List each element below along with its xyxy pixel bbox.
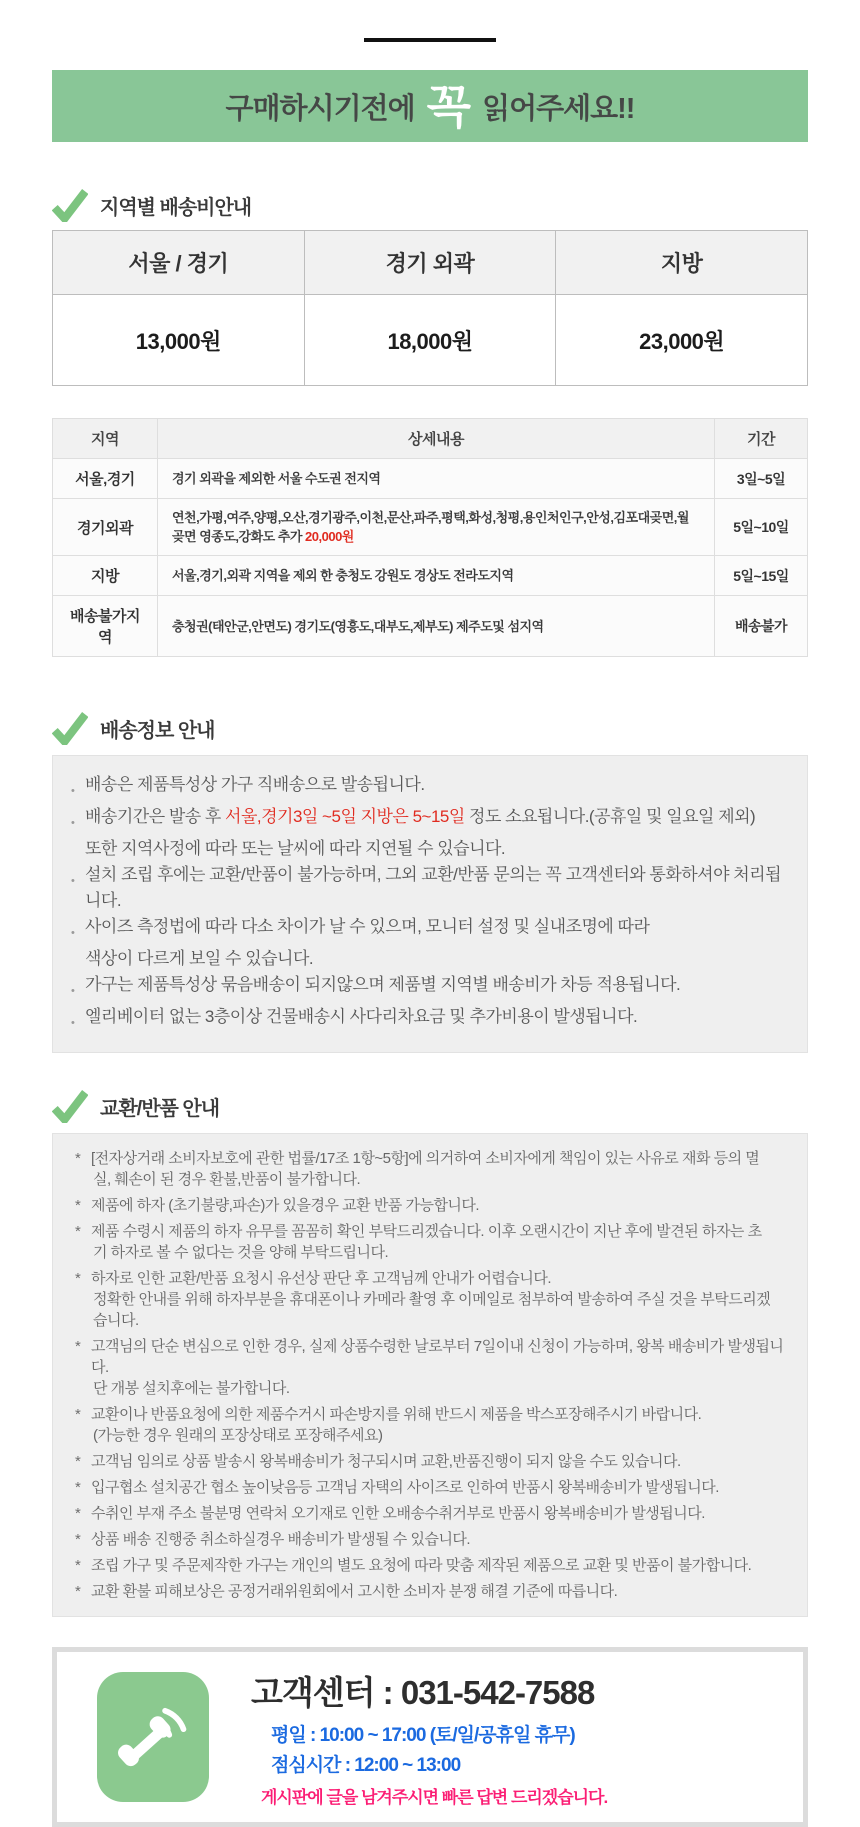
page-container — [52, 70, 808, 1827]
fee-table-value-row — [53, 295, 808, 386]
region-name-cell: 지방 — [53, 556, 158, 596]
note-line — [71, 1004, 789, 1036]
detail-text: 연천,가평,여주,양평,오산,경기광주,이천,문산,파주,평택,화성,청평,용인처인구,안성,김포대곶면,월곶면 영종도,강화도 추가 — [172, 510, 689, 544]
note-line — [75, 1581, 785, 1602]
note-text-segment: 설치 조립 후에는 교환/반품이 불가능하며, 그외 교환/반품 문의는 꼭 고객센터와 통화하셔야 처리됩니다. — [85, 865, 782, 910]
section-heading-shipping-fee — [52, 188, 808, 222]
region-detail-cell — [158, 556, 715, 596]
note-line — [75, 1451, 785, 1472]
note-text-segment: 배송은 제품특성상 가구 직배송으로 발송됩니다. — [85, 775, 425, 794]
fee-table-header-cell: 지방 — [556, 231, 808, 295]
note-text: 교환 환불 피해보상은 공정거래위원회에서 고시한 소비자 분쟁 해결 기준에 따릅니다. — [91, 1583, 618, 1600]
region-detail-cell — [158, 459, 715, 499]
note-text-segment: 배송기간은 발송 후 — [85, 807, 226, 826]
fee-table-value-cell: 13,000원 — [53, 295, 305, 386]
note-text: [전자상거래 소비자보호에 관한 법률/17조 1항~5항]에 의거하여 소비자에게 책임이 있는 사유로 재화 등의 멸 — [91, 1150, 760, 1167]
asterisk-icon: * — [75, 1531, 81, 1548]
region-table-row — [53, 499, 808, 556]
shipping-fee-table — [52, 230, 808, 386]
asterisk-icon: * — [75, 1406, 81, 1423]
note-text-segment: 가구는 제품특성상 묶음배송이 되지않으며 제품별 지역별 배송비가 차등 적용됩니다. — [85, 975, 681, 994]
section-heading-exchange — [52, 1089, 808, 1123]
note-line-continued — [71, 946, 789, 972]
fee-table-value-cell: 23,000원 — [556, 295, 808, 386]
note-text: 제품 수령시 제품의 하자 유무를 꼼꼼히 확인 부탁드리겠습니다. 이후 오랜시간이 지난 후에 발견된 하자는 초 — [91, 1223, 762, 1240]
asterisk-icon: * — [75, 1557, 81, 1574]
asterisk-icon: * — [75, 1223, 81, 1240]
lunch-hours: 점심시간 : 12:00 ~ 13:00 — [271, 1754, 461, 1776]
exchange-return-box — [52, 1133, 808, 1617]
region-table-header-row — [53, 419, 808, 459]
business-hours: 평일 : 10:00 ~ 17:00 (토/일/공휴일 휴무) — [271, 1724, 575, 1746]
note-line — [75, 1477, 785, 1498]
asterisk-icon: * — [75, 1583, 81, 1600]
note-line-continued — [75, 1378, 785, 1399]
region-name-cell: 배송불가지역 — [53, 596, 158, 657]
bullet-dot-icon: • — [71, 927, 75, 939]
note-text — [85, 972, 680, 1004]
region-name-cell: 서울,경기 — [53, 459, 158, 499]
note-line-continued — [75, 1242, 785, 1263]
note-line — [71, 914, 789, 946]
region-period-cell: 3일~5일 — [715, 459, 808, 499]
region-table-row — [53, 459, 808, 499]
banner-emphasis: 꼭 — [426, 81, 471, 133]
note-line — [71, 972, 789, 1004]
note-text-segment: 색상이 다르게 보일 수 있습니다. — [85, 949, 314, 968]
note-line — [75, 1404, 785, 1425]
note-text: 교환이나 반품요청에 의한 제품수거시 파손방지를 위해 반드시 제품을 박스포장해주시기 바랍니다. — [91, 1406, 702, 1423]
note-text — [85, 1004, 637, 1036]
bullet-dot-icon: • — [71, 1017, 75, 1029]
note-line — [75, 1221, 785, 1242]
note-text: 조립 가구 및 주문제작한 가구는 개인의 별도 요청에 따라 맞춤 제작된 제품으로 교환 및 반품이 불가합니다. — [91, 1557, 752, 1574]
bullet-dot-icon: • — [71, 875, 75, 887]
region-table-header-cell: 상세내용 — [158, 419, 715, 459]
top-divider-line — [364, 38, 496, 42]
bullet-dot-icon: • — [71, 785, 75, 797]
asterisk-icon: * — [75, 1505, 81, 1522]
note-line — [75, 1195, 785, 1216]
detail-text: 서울,경기,외곽 지역을 제외 한 충청도 강원도 경상도 전라도지역 — [172, 568, 514, 583]
note-text — [85, 772, 425, 804]
note-text: 습니다. — [93, 1312, 139, 1329]
note-text: 정확한 안내를 위해 하자부분을 휴대폰이나 카메라 촬영 후 이메일로 첨부하여 발송하여 주실 것을 부탁드리겠 — [93, 1291, 771, 1308]
check-icon — [52, 188, 88, 222]
note-text — [85, 836, 505, 862]
asterisk-icon: * — [75, 1197, 81, 1214]
note-line — [71, 804, 789, 836]
note-line-continued — [75, 1310, 785, 1331]
note-text — [85, 804, 755, 836]
region-period-cell: 5일~15일 — [715, 556, 808, 596]
asterisk-icon: * — [75, 1270, 81, 1287]
note-text — [85, 946, 313, 972]
phone-icon — [114, 1695, 192, 1779]
note-line — [75, 1336, 785, 1378]
region-period-cell: 5일~10일 — [715, 499, 808, 556]
customer-center-phone: 고객센터 : 031-542-7588 — [251, 1673, 595, 1711]
note-text: 하자로 인한 교환/반품 요청시 유선상 판단 후 고객님께 안내가 어렵습니다. — [91, 1270, 552, 1287]
note-text: 단 개봉 설치후에는 불가합니다. — [93, 1380, 290, 1397]
asterisk-icon: * — [75, 1453, 81, 1470]
note-text: 기 하자로 볼 수 없다는 것을 양해 부탁드립니다. — [93, 1244, 389, 1261]
note-text-segment: 정도 소요됩니다.(공휴일 및 일요일 제외) — [464, 807, 756, 826]
customer-center-panel — [52, 1647, 808, 1827]
note-text — [85, 914, 649, 946]
detail-red-text: 20,000원 — [305, 529, 354, 544]
region-table-row — [53, 556, 808, 596]
asterisk-icon: * — [75, 1338, 81, 1355]
fee-table-header-cell: 서울 / 경기 — [53, 231, 305, 295]
note-line — [75, 1148, 785, 1169]
note-text: 수취인 부재 주소 불분명 연락처 오기재로 인한 오배송수취거부로 반품시 왕복배송비가 발생됩니다. — [91, 1505, 705, 1522]
check-icon — [52, 1089, 88, 1123]
asterisk-icon: * — [75, 1479, 81, 1496]
note-text: 고객님의 단순 변심으로 인한 경우, 실제 상품수령한 날로부터 7일이내 신청이 가능하며, 왕복 배송비가 발생됩니다. — [91, 1338, 784, 1376]
bullet-dot-icon: • — [71, 985, 75, 997]
section-title: 교환/반품 안내 — [100, 1097, 220, 1120]
region-detail-cell — [158, 596, 715, 657]
note-line — [71, 772, 789, 804]
board-notice: 게시판에 글을 남겨주시면 빠른 답변 드리겠습니다. — [261, 1787, 608, 1807]
detail-text: 충청권(태안군,안면도) 경기도(영흥도,대부도,제부도) 제주도및 섬지역 — [172, 618, 544, 634]
note-text: 제품에 하자 (초기불량,파손)가 있을경우 교환 반품 가능합니다. — [91, 1197, 480, 1214]
region-table-header-cell: 지역 — [53, 419, 158, 459]
region-detail-cell — [158, 499, 715, 556]
note-text: 상품 배송 진행중 취소하실경우 배송비가 발생될 수 있습니다. — [91, 1531, 471, 1548]
check-icon — [52, 711, 88, 745]
note-text-segment: 엘리베이터 없는 3층이상 건물배송시 사다리차요금 및 추가비용이 발생됩니다. — [85, 1007, 638, 1026]
note-line — [75, 1529, 785, 1550]
fee-table-value-cell: 18,000원 — [304, 295, 556, 386]
note-text: 고객님 임의로 상품 발송시 왕복배송비가 청구되시며 교환,반품진행이 되지 않을 수도 있습니다. — [91, 1453, 681, 1470]
contact-info — [251, 1667, 607, 1808]
banner-prefix: 구매하시기전에 — [225, 92, 415, 125]
note-line-continued — [75, 1425, 785, 1446]
banner-suffix: 읽어주세요!! — [482, 92, 635, 125]
bullet-dot-icon: • — [71, 817, 75, 829]
section-title: 지역별 배송비안내 — [100, 196, 252, 219]
region-name-cell: 경기외곽 — [53, 499, 158, 556]
region-table-row — [53, 596, 808, 657]
note-line — [75, 1268, 785, 1289]
note-text: 실, 훼손이 된 경우 환불,반품이 불가합니다. — [93, 1171, 361, 1188]
section-heading-shipping-info — [52, 711, 808, 745]
region-period-cell: 배송불가 — [715, 596, 808, 657]
note-text-segment: 또한 지역사정에 따라 또는 날씨에 따라 지연될 수 있습니다. — [85, 839, 506, 858]
shipping-info-box — [52, 755, 808, 1053]
note-line-continued — [75, 1289, 785, 1310]
note-text-segment: 사이즈 측정법에 따라 다소 차이가 날 수 있으며, 모니터 설정 및 실내조명에 따라 — [85, 917, 650, 936]
region-detail-table — [52, 418, 808, 657]
note-text: (가능한 경우 원래의 포장상태로 포장해주세요) — [93, 1427, 383, 1444]
note-line — [71, 862, 789, 914]
detail-text: 경기 외곽을 제외한 서울 수도권 전지역 — [172, 471, 381, 486]
section-title: 배송정보 안내 — [100, 719, 215, 742]
fee-table-header-row — [53, 231, 808, 295]
note-line — [75, 1555, 785, 1576]
note-red-text: 서울,경기3일 ~5일 지방은 5~15일 — [225, 807, 465, 826]
notice-banner — [52, 70, 808, 142]
fee-table-header-cell: 경기 외곽 — [304, 231, 556, 295]
phone-badge — [97, 1672, 209, 1802]
note-line-continued — [75, 1169, 785, 1190]
asterisk-icon: * — [75, 1150, 81, 1167]
region-table-header-cell: 기간 — [715, 419, 808, 459]
note-text — [85, 862, 789, 914]
note-line-continued — [71, 836, 789, 862]
note-text: 입구협소 설치공간 협소 높이낮음등 고객님 자택의 사이즈로 인하여 반품시 왕복배송비가 발생됩니다. — [91, 1479, 719, 1496]
note-line — [75, 1503, 785, 1524]
